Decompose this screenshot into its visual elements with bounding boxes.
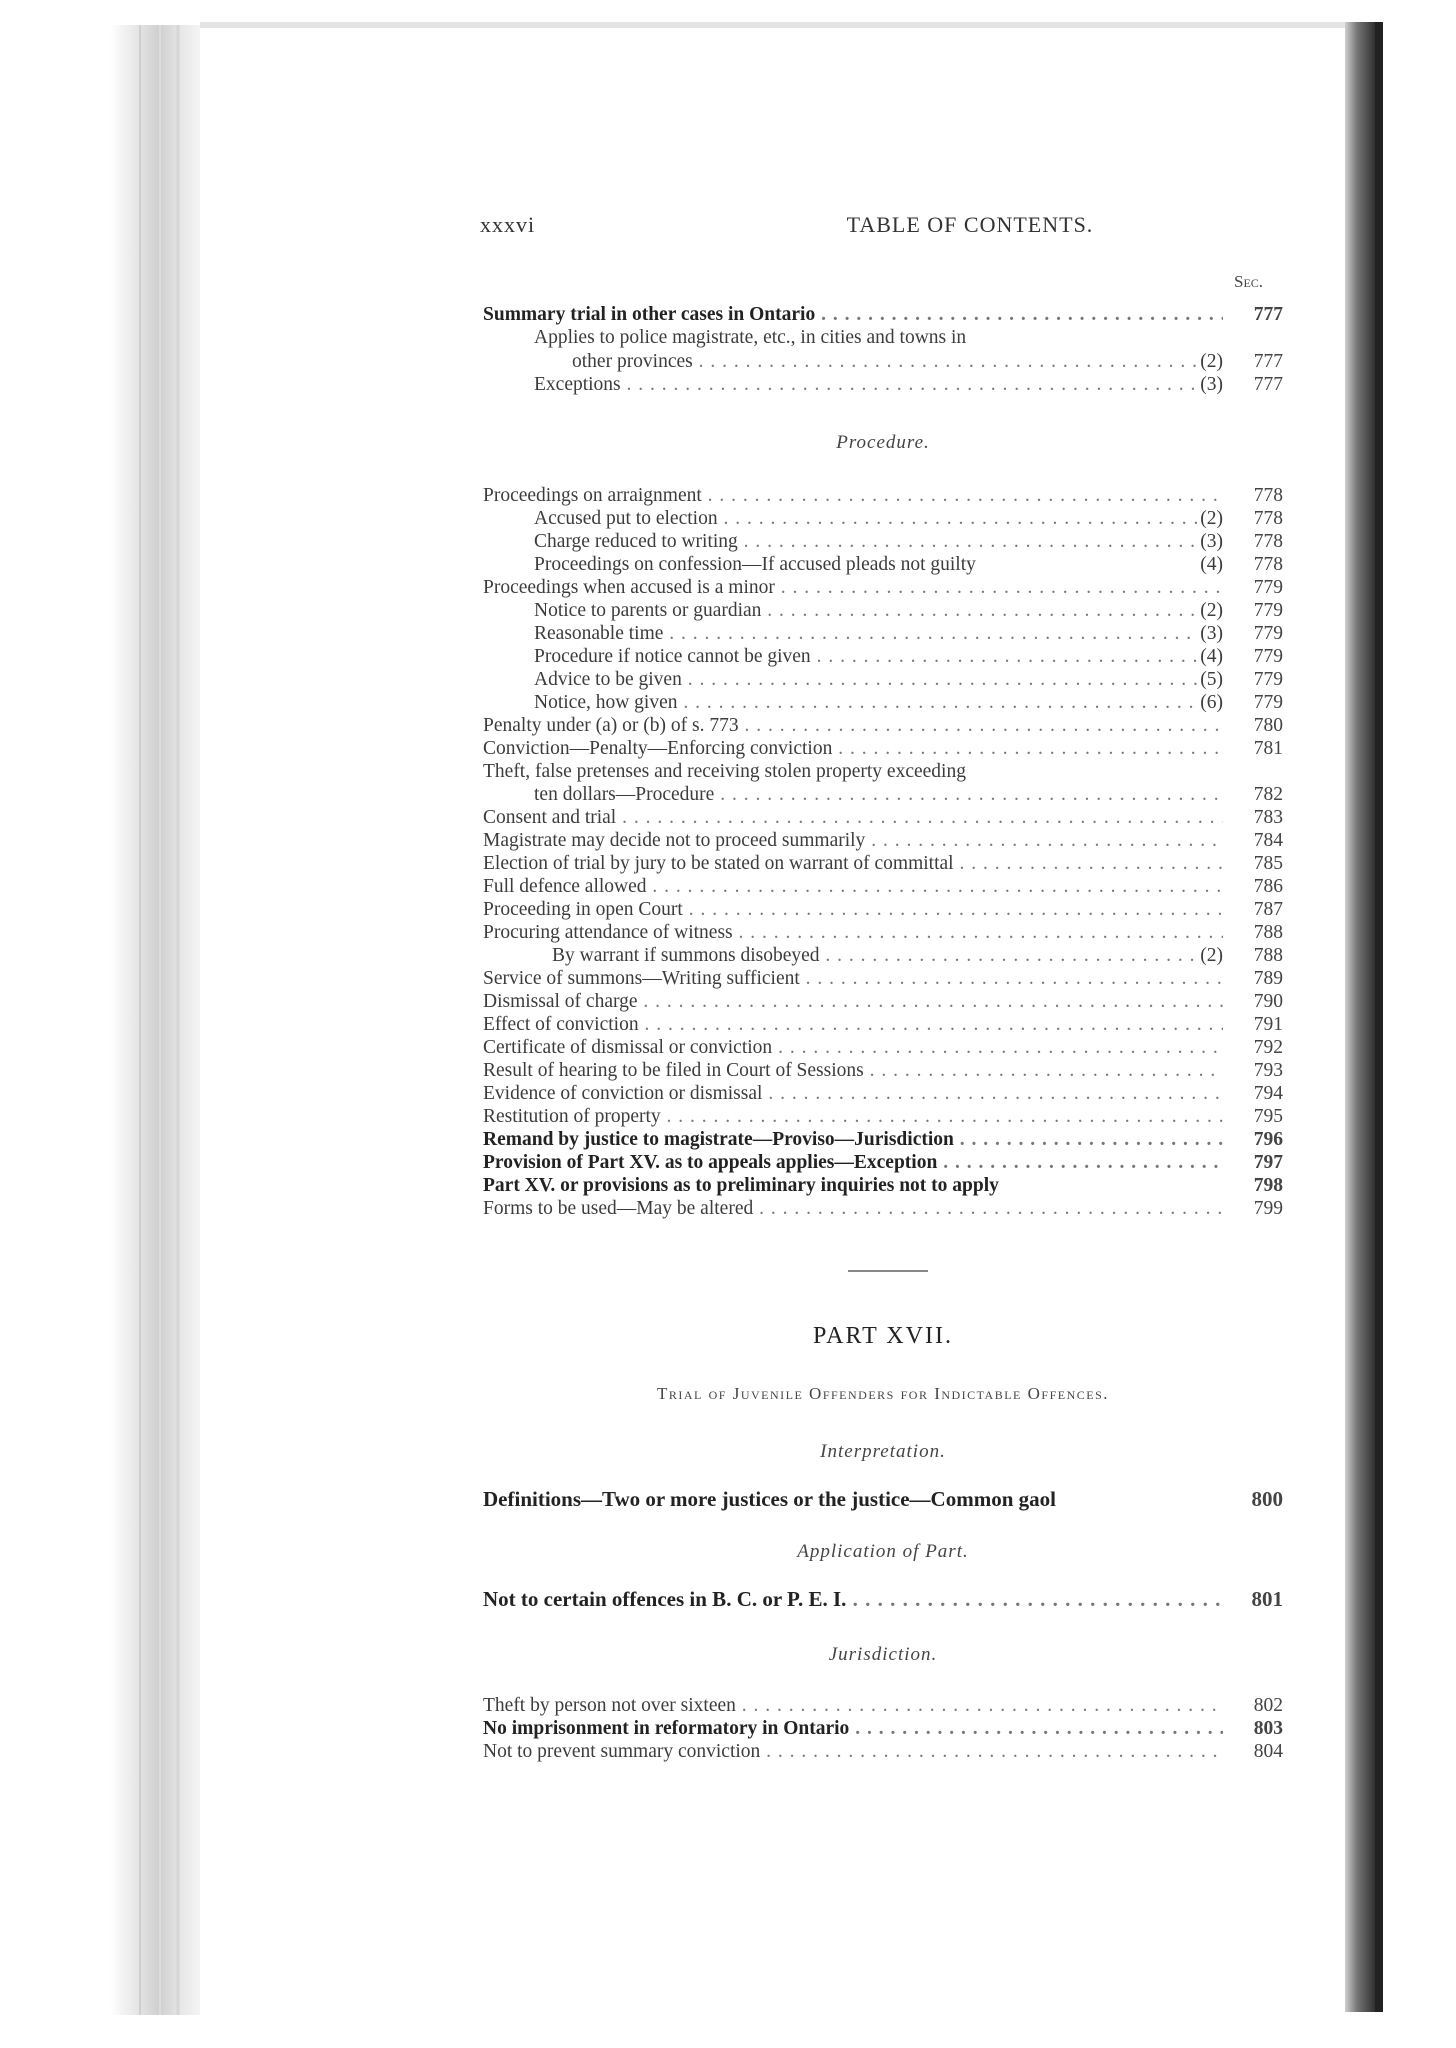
entry-text: No imprisonment in reformatory in Ontario . . . <box>483 1717 1223 1741</box>
section-heading-procedure: Procedure. <box>836 432 930 453</box>
entry-text: Certificate of dismissal or conviction . . . <box>483 1036 1223 1060</box>
toc-entry <box>534 668 1334 692</box>
toc-entry <box>483 714 1283 738</box>
entry-text: Evidence of conviction or dismissal . . . <box>483 1082 1223 1106</box>
entry-section: 784 <box>1253 830 1283 851</box>
toc-entry <box>483 484 1283 508</box>
entry-section: 788 <box>1253 945 1283 966</box>
page <box>180 0 1350 2048</box>
entry-text: Provision of Part XV. as to appeals applies—Exception . . . <box>483 1151 1223 1175</box>
entry-section: 777 <box>1253 304 1283 325</box>
toc-entry <box>534 507 1334 531</box>
entry-text: By warrant if summons disobeyed . . . <box>552 944 1223 968</box>
entry-section: 790 <box>1253 991 1283 1012</box>
toc-entry <box>534 691 1334 715</box>
toc-entry <box>483 1694 1283 1718</box>
section-column-label: Sec. <box>1234 272 1264 291</box>
entry-section: 778 <box>1253 485 1283 506</box>
entry-section: 801 <box>1251 1587 1283 1611</box>
entry-text: Procedure if notice cannot be given . . . <box>534 645 1223 669</box>
entry-section: 779 <box>1253 692 1283 713</box>
entry-section: 799 <box>1253 1198 1283 1219</box>
entry-text: Proceedings on confession—If accused pleads not guilty <box>534 554 976 575</box>
entry-subsection: (3) <box>1197 531 1223 552</box>
entry-text: Penalty under (a) or (b) of s. 773 . . . <box>483 714 1223 738</box>
toc-entry <box>534 326 1334 350</box>
entry-subsection: (4) <box>1197 554 1223 575</box>
toc-entry <box>483 1105 1283 1129</box>
entry-text: Notice, how given . . . <box>534 691 1223 715</box>
toc-entry <box>483 1013 1283 1037</box>
entry-section: 785 <box>1253 853 1283 874</box>
toc-entry <box>483 990 1283 1014</box>
section-heading-jurisdiction: Jurisdiction. <box>828 1644 938 1665</box>
toc-entry <box>534 373 1334 397</box>
entry-text: Theft by person not over sixteen . . . <box>483 1694 1223 1718</box>
entry-section: 779 <box>1253 669 1283 690</box>
entry-section: 777 <box>1253 374 1283 395</box>
toc-entry <box>534 553 1334 577</box>
entry-subsection: (4) <box>1197 646 1223 667</box>
entry-section: 794 <box>1253 1083 1283 1104</box>
page-number: xxxvi <box>480 212 536 237</box>
entry-text: Exceptions . . . <box>534 373 1223 397</box>
entry-section: 778 <box>1253 554 1283 575</box>
entry-text: Procuring attendance of witness . . . <box>483 921 1223 945</box>
entry-text: Not to certain offences in B. C. or P. E. I. . . . <box>483 1587 1223 1611</box>
toc-entry <box>483 760 1283 784</box>
entry-section: 789 <box>1253 968 1283 989</box>
toc-entry <box>552 944 1352 968</box>
entry-subsection: (3) <box>1197 623 1223 644</box>
entry-subsection: (6) <box>1197 692 1223 713</box>
entry-text: Theft, false pretenses and receiving stolen property exceeding <box>483 761 966 782</box>
running-title: TABLE OF CONTENTS. <box>846 212 1094 237</box>
section-divider <box>848 1270 928 1272</box>
toc-entry <box>483 1717 1283 1741</box>
toc-entry <box>534 530 1334 554</box>
entry-section: 778 <box>1253 531 1283 552</box>
entry-text: Forms to be used—May be altered . . . <box>483 1197 1223 1221</box>
entry-text: Service of summons—Writing sufficient . . . <box>483 967 1223 991</box>
entry-section: 779 <box>1253 623 1283 644</box>
entry-section: 792 <box>1253 1037 1283 1058</box>
entry-section: 804 <box>1253 1741 1283 1762</box>
toc-entry <box>483 303 1283 327</box>
entry-subsection: (5) <box>1197 669 1223 690</box>
entry-text: Result of hearing to be filed in Court of Sessions . . . <box>483 1059 1223 1083</box>
entry-text: Accused put to election . . . <box>534 507 1223 531</box>
toc-entry <box>534 783 1334 807</box>
entry-section: 778 <box>1253 508 1283 529</box>
entry-text: Election of trial by jury to be stated on warrant of committal . . . <box>483 852 1223 876</box>
entry-section: 780 <box>1253 715 1283 736</box>
toc-entry <box>483 1151 1283 1175</box>
entry-text: ten dollars—Procedure . . . <box>534 783 1223 807</box>
entry-section: 783 <box>1253 807 1283 828</box>
entry-section: 798 <box>1253 1175 1283 1196</box>
toc-entry <box>534 622 1334 646</box>
entry-section: 786 <box>1253 876 1283 897</box>
toc-entry <box>483 829 1283 853</box>
entry-section: 796 <box>1253 1129 1283 1150</box>
entry-text: Magistrate may decide not to proceed summarily . . . <box>483 829 1223 853</box>
entry-text: Effect of conviction . . . <box>483 1013 1223 1037</box>
entry-text: Proceedings when accused is a minor . . . <box>483 576 1223 600</box>
entry-text: Not to prevent summary conviction . . . <box>483 1740 1223 1764</box>
toc-entry <box>483 967 1283 991</box>
toc-entry <box>483 1128 1283 1152</box>
entry-text: Notice to parents or guardian . . . <box>534 599 1223 623</box>
toc-entry <box>483 898 1283 922</box>
entry-subsection: (2) <box>1197 600 1223 621</box>
entry-text: Dismissal of charge . . . <box>483 990 1223 1014</box>
entry-text: Proceedings on arraignment . . . <box>483 484 1223 508</box>
entry-text: Restitution of property . . . <box>483 1105 1223 1129</box>
entry-section: 782 <box>1253 784 1283 805</box>
entry-text: other provinces . . . <box>572 350 1223 374</box>
entry-section: 779 <box>1253 577 1283 598</box>
toc-entry <box>483 1174 1283 1198</box>
entry-section: 797 <box>1253 1152 1283 1173</box>
entry-section: 779 <box>1253 600 1283 621</box>
part-title: PART XVII. <box>813 1323 953 1349</box>
entry-text: Full defence allowed . . . <box>483 875 1223 899</box>
toc-entry <box>483 806 1283 830</box>
part-subtitle: Trial of Juvenile Offenders for Indictable Offences. <box>656 1384 1110 1403</box>
section-heading-interpretation: Interpretation. <box>820 1441 946 1462</box>
entry-text: Reasonable time . . . <box>534 622 1223 646</box>
toc-entry <box>483 737 1283 761</box>
entry-text: Conviction—Penalty—Enforcing conviction . . . <box>483 737 1223 761</box>
entry-text: Definitions—Two or more justices or the justice—Common gaol <box>483 1487 1056 1511</box>
entry-subsection: (2) <box>1197 508 1223 529</box>
entry-section: 781 <box>1253 738 1283 759</box>
entry-text: Charge reduced to writing . . . <box>534 530 1223 554</box>
entry-subsection: (2) <box>1197 351 1223 372</box>
entry-section: 777 <box>1253 351 1283 372</box>
toc-entry <box>534 599 1334 623</box>
toc-entry <box>483 852 1283 876</box>
toc-entry <box>483 1487 1283 1511</box>
entry-section: 779 <box>1253 646 1283 667</box>
entry-subsection: (2) <box>1197 945 1223 966</box>
entry-section: 800 <box>1251 1487 1283 1511</box>
entry-section: 791 <box>1253 1014 1283 1035</box>
toc-entry <box>483 1082 1283 1106</box>
toc-entry <box>483 875 1283 899</box>
toc-entry <box>483 1036 1283 1060</box>
entry-text: Remand by justice to magistrate—Proviso—Jurisdiction . . . <box>483 1128 1223 1152</box>
toc-entry <box>572 350 1372 374</box>
entry-text: Summary trial in other cases in Ontario . . . <box>483 303 1223 327</box>
entry-section: 795 <box>1253 1106 1283 1127</box>
toc-entry <box>483 921 1283 945</box>
entry-section: 788 <box>1253 922 1283 943</box>
entry-subsection: (3) <box>1197 374 1223 395</box>
entry-section: 787 <box>1253 899 1283 920</box>
entry-section: 802 <box>1253 1695 1283 1716</box>
entry-section: 793 <box>1253 1060 1283 1081</box>
toc-entry <box>483 1740 1283 1764</box>
entry-text: Applies to police magistrate, etc., in cities and towns in <box>534 327 967 348</box>
toc-entry <box>483 1059 1283 1083</box>
entry-text: Part XV. or provisions as to preliminary inquiries not to apply <box>483 1175 999 1196</box>
entry-text: Consent and trial . . . <box>483 806 1223 830</box>
toc-entry <box>483 1197 1283 1221</box>
entry-text: Advice to be given . . . <box>534 668 1223 692</box>
toc-entry <box>483 1587 1283 1611</box>
entry-text: Proceeding in open Court . . . <box>483 898 1223 922</box>
toc-entry <box>534 645 1334 669</box>
toc-entry <box>483 576 1283 600</box>
entry-section: 803 <box>1253 1718 1283 1739</box>
section-heading-application: Application of Part. <box>797 1541 969 1562</box>
